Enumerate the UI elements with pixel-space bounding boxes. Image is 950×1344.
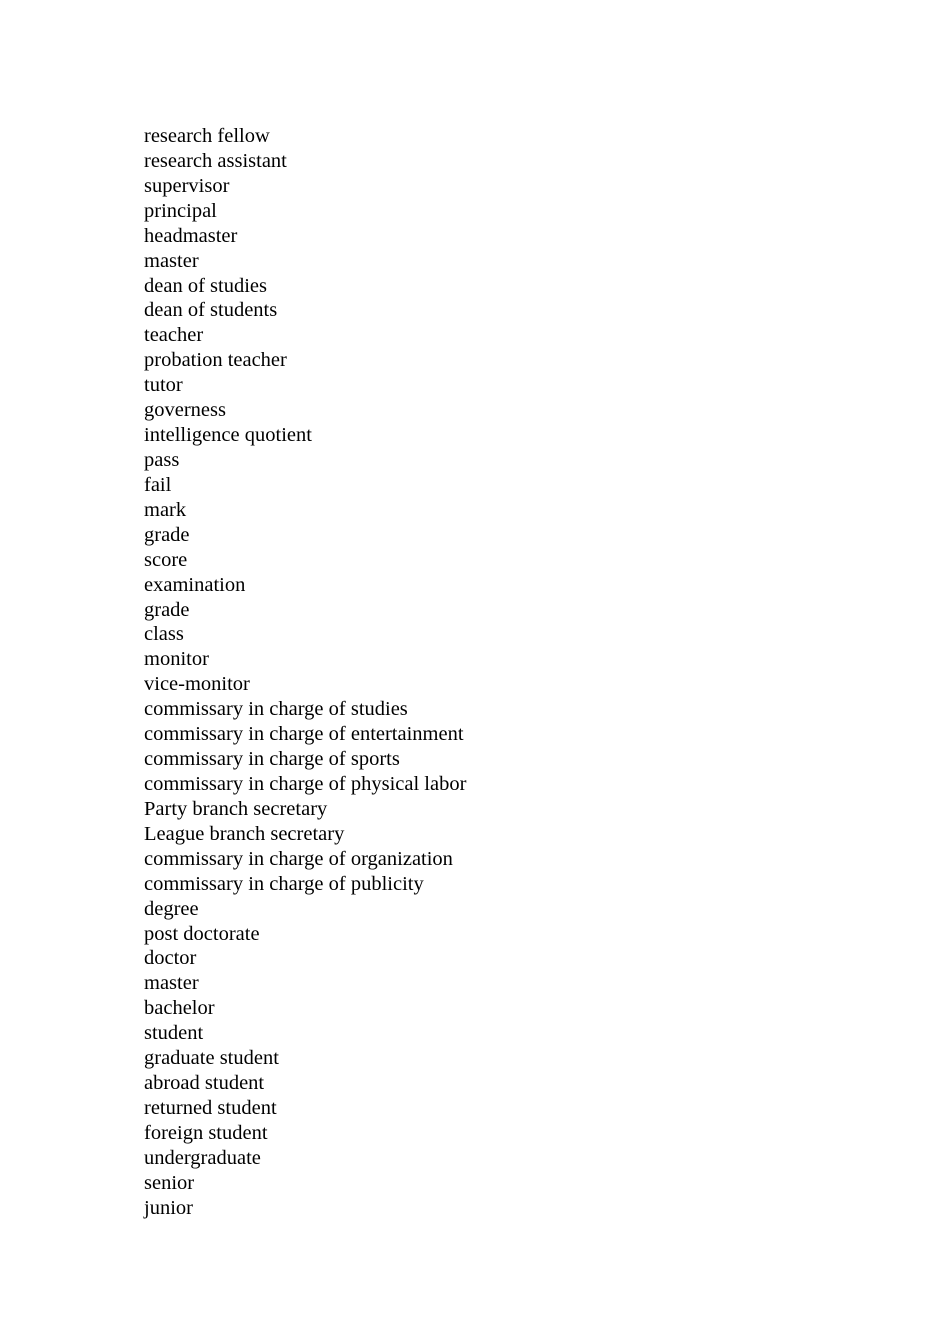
list-item: commissary in charge of sports — [144, 748, 400, 771]
list-item: probation teacher — [144, 349, 287, 372]
list-item: mark — [144, 498, 187, 521]
list-item: bachelor — [144, 997, 215, 1020]
list-item: commissary in charge of physical labor — [144, 772, 467, 795]
list-item: commissary in charge of organization — [144, 847, 453, 870]
list-item: tutor — [144, 374, 183, 397]
list-item: research fellow — [144, 125, 270, 147]
list-item: supervisor — [144, 174, 230, 197]
list-item: League branch secretary — [144, 822, 345, 845]
list-item: graduate student — [144, 1047, 279, 1070]
list-item: Party branch secretary — [144, 797, 328, 820]
list-item: degree — [144, 897, 199, 920]
list-item: commissary in charge of entertainment — [144, 723, 464, 746]
list-item: research assistant — [144, 149, 287, 172]
list-item: master — [144, 249, 199, 272]
list-item: commissary in charge of studies — [144, 698, 408, 721]
list-item: student — [144, 1022, 204, 1045]
list-item: class — [144, 623, 184, 646]
list-item: monitor — [144, 648, 209, 671]
list-item: governess — [144, 399, 226, 422]
list-item: doctor — [144, 947, 197, 970]
list-item: examination — [144, 573, 246, 596]
list-item: senior — [144, 1171, 195, 1194]
list-item: principal — [144, 199, 217, 222]
list-item: dean of students — [144, 299, 278, 322]
list-item: score — [144, 548, 188, 571]
list-item: junior — [144, 1196, 193, 1219]
list-item: vice-monitor — [144, 673, 250, 696]
list-item: commissary in charge of publicity — [144, 872, 424, 895]
term-list — [144, 124, 466, 1221]
list-item: grade — [144, 523, 190, 546]
list-item: dean of studies — [144, 274, 267, 297]
list-item: headmaster — [144, 224, 238, 247]
list-item: undergraduate — [144, 1146, 261, 1169]
list-item: fail — [144, 473, 172, 496]
list-item: grade — [144, 598, 190, 621]
list-item: abroad student — [144, 1072, 265, 1095]
list-item: master — [144, 972, 199, 995]
list-item: pass — [144, 448, 180, 471]
list-item: post doctorate — [144, 922, 260, 945]
list-item: returned student — [144, 1096, 277, 1119]
list-item: teacher — [144, 324, 204, 347]
list-item: foreign student — [144, 1121, 268, 1144]
list-item: intelligence quotient — [144, 424, 312, 447]
